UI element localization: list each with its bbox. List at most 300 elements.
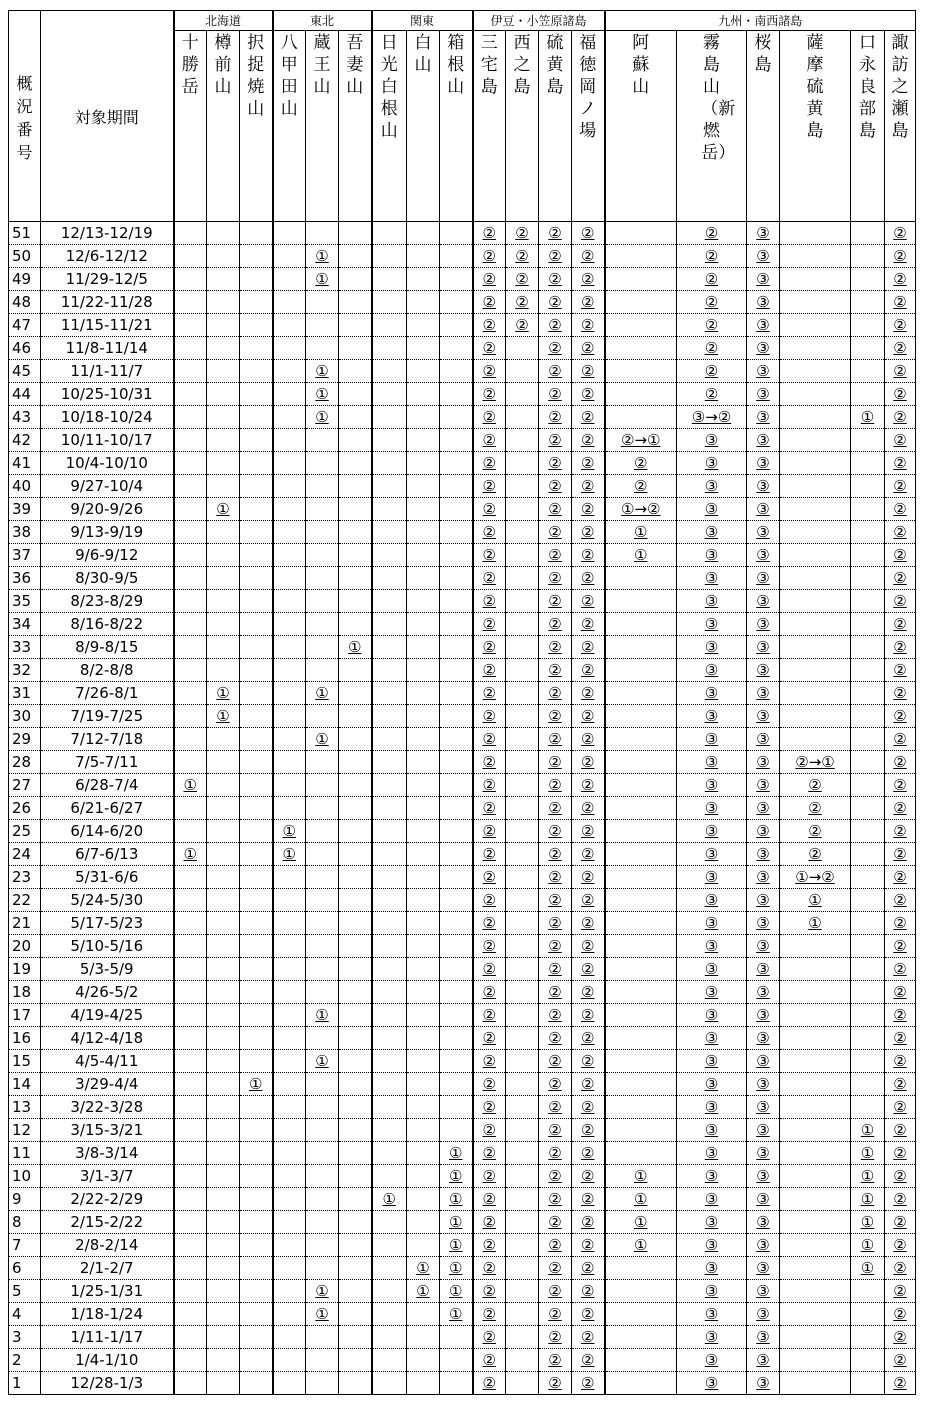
alert-level-cell (473, 958, 506, 981)
table-row (9, 245, 916, 268)
alert-level-cell (780, 314, 851, 337)
alert-level-cell (339, 1050, 372, 1073)
alert-level-cell (407, 820, 440, 843)
alert-level-cell (780, 1303, 851, 1326)
alert-level-cell (407, 1050, 440, 1073)
alert-level-cell (677, 1372, 747, 1395)
alert-level-cell (207, 843, 240, 866)
alert-level-cell (440, 498, 473, 521)
alert-level-cell (306, 498, 339, 521)
alert-level-cell (273, 245, 306, 268)
alert-level-cell (207, 1096, 240, 1119)
alert-level: ② (548, 1144, 562, 1162)
row-period: 6/7-6/13 (41, 843, 174, 866)
alert-level-cell (440, 774, 473, 797)
alert-level-cell (240, 1142, 273, 1165)
alert-level: ③ (704, 776, 719, 794)
alert-level-cell (506, 958, 539, 981)
alert-level-cell (306, 659, 339, 682)
alert-level: ③ (704, 1351, 719, 1369)
alert-level-cell (539, 866, 572, 889)
alert-level: ③ (704, 1052, 719, 1070)
alert-level-cell (240, 820, 273, 843)
alert-level-cell (885, 1280, 916, 1303)
row-period: 8/30-9/5 (41, 567, 174, 590)
alert-level-cell (506, 590, 539, 613)
alert-level-cell (174, 613, 207, 636)
alert-level-cell (677, 567, 747, 590)
alert-level-cell (306, 1326, 339, 1349)
alert-level-cell (240, 613, 273, 636)
alert-level-cell (473, 935, 506, 958)
alert-level-cell (273, 383, 306, 406)
alert-level-cell (339, 498, 372, 521)
alert-level-cell (780, 866, 851, 889)
alert-level-cell (851, 728, 885, 751)
alert-level-cell (885, 889, 916, 912)
alert-level-cell (339, 636, 372, 659)
alert-level: ③ (704, 868, 719, 886)
alert-level-cell (273, 360, 306, 383)
alert-level-cell (506, 521, 539, 544)
alert-level-cell (372, 521, 407, 544)
alert-level-cell (273, 567, 306, 590)
number-column-header: 概況番号 (9, 11, 41, 222)
alert-level: ③ (704, 937, 719, 955)
alert-level-cell (207, 1372, 240, 1395)
alert-level-cell (677, 1073, 747, 1096)
alert-level-cell (240, 567, 273, 590)
alert-level-cell (885, 843, 916, 866)
alert-level-cell (780, 521, 851, 544)
alert-level: ② (893, 1167, 907, 1185)
alert-level-cell (885, 728, 916, 751)
alert-level: ③ (704, 1075, 719, 1093)
alert-level-cell (572, 222, 605, 245)
alert-level: ② (893, 1190, 907, 1208)
alert-level: ① (634, 1213, 648, 1231)
table-row (9, 705, 916, 728)
alert-level-cell (440, 314, 473, 337)
alert-level-cell (780, 1280, 851, 1303)
alert-level-cell (473, 1280, 506, 1303)
alert-level-cell (407, 291, 440, 314)
alert-level-cell (605, 314, 677, 337)
alert-level-cell (240, 475, 273, 498)
alert-level-cell (572, 567, 605, 590)
alert-level-cell (885, 291, 916, 314)
alert-level: ② (482, 362, 496, 380)
alert-level-cell (372, 475, 407, 498)
alert-level-cell (780, 406, 851, 429)
alert-level-cell (780, 751, 851, 774)
alert-level-cell (539, 567, 572, 590)
alert-level-cell (780, 935, 851, 958)
alert-level-cell (174, 1188, 207, 1211)
alert-level-cell (572, 1142, 605, 1165)
alert-level-cell (372, 245, 407, 268)
alert-level-cell (780, 1165, 851, 1188)
row-number: 1 (9, 1372, 41, 1395)
alert-level-cell (539, 590, 572, 613)
table-row (9, 1234, 916, 1257)
alert-level-cell (174, 521, 207, 544)
alert-level-cell (372, 1303, 407, 1326)
alert-level-cell (780, 498, 851, 521)
alert-level-cell (273, 1027, 306, 1050)
alert-level-cell (747, 958, 780, 981)
alert-level-cell (440, 797, 473, 820)
alert-level-cell (372, 889, 407, 912)
alert-level-cell (240, 452, 273, 475)
alert-level-cell (605, 705, 677, 728)
alert-level-cell (240, 1234, 273, 1257)
alert-level-cell (440, 1142, 473, 1165)
alert-level: ③ (704, 684, 719, 702)
alert-level-cell (207, 1004, 240, 1027)
alert-level-cell (440, 429, 473, 452)
alert-level-cell (539, 429, 572, 452)
alert-level: ③ (756, 1144, 770, 1162)
alert-level-cell (677, 705, 747, 728)
alert-level: ③ (756, 914, 770, 932)
alert-level-cell (780, 222, 851, 245)
alert-level-cell (207, 820, 240, 843)
alert-level-cell (747, 636, 780, 659)
alert-level: ② (581, 500, 595, 518)
alert-level-cell (407, 1073, 440, 1096)
alert-level-cell (273, 728, 306, 751)
alert-level: ① (315, 247, 329, 265)
alert-level-cell (780, 613, 851, 636)
alert-level-cell (440, 1372, 473, 1395)
alert-level: ② (482, 1121, 496, 1139)
alert-level-cell (306, 1234, 339, 1257)
alert-level: ③ (756, 431, 770, 449)
alert-level-cell (339, 1211, 372, 1234)
alert-level: ② (515, 224, 529, 242)
alert-level: ② (548, 960, 562, 978)
alert-level-cell (174, 751, 207, 774)
alert-level-cell (240, 337, 273, 360)
alert-level-cell (506, 636, 539, 659)
alert-level-cell (240, 889, 273, 912)
alert-level: ① (860, 1190, 875, 1208)
alert-level-cell (851, 590, 885, 613)
alert-level-cell (885, 797, 916, 820)
alert-level: ② (893, 1213, 907, 1231)
alert-level-cell (207, 1119, 240, 1142)
alert-level-cell (273, 1119, 306, 1142)
alert-level-cell (473, 383, 506, 406)
alert-level: ③ (756, 408, 770, 426)
alert-level-cell (572, 797, 605, 820)
row-number: 10 (9, 1165, 41, 1188)
alert-level-cell (306, 383, 339, 406)
alert-level-cell (207, 1349, 240, 1372)
alert-level: ③ (756, 247, 770, 265)
alert-level: ③ (756, 1282, 770, 1300)
alert-level-cell (174, 912, 207, 935)
alert-level-cell (747, 1257, 780, 1280)
alert-level-cell (780, 337, 851, 360)
alert-level: ② (548, 1006, 562, 1024)
alert-level: ③ (756, 730, 770, 748)
alert-level-cell (473, 1096, 506, 1119)
alert-level-cell (407, 797, 440, 820)
alert-level-cell (677, 981, 747, 1004)
alert-level: ② (482, 1305, 496, 1323)
alert-level-cell (473, 889, 506, 912)
alert-level-cell (407, 981, 440, 1004)
alert-level: ② (515, 316, 529, 334)
alert-level-cell (572, 544, 605, 567)
alert-level-cell (240, 268, 273, 291)
alert-level-cell (747, 659, 780, 682)
alert-level-cell (851, 1303, 885, 1326)
alert-level: ② (581, 1144, 595, 1162)
alert-level-cell (677, 1188, 747, 1211)
alert-level-cell (473, 659, 506, 682)
alert-level-cell (605, 797, 677, 820)
volcano-header: 諏訪之瀬島 (885, 31, 916, 222)
alert-level: ② (581, 960, 595, 978)
alert-level-cell (240, 406, 273, 429)
alert-level-cell (306, 728, 339, 751)
alert-level-cell (605, 498, 677, 521)
alert-level-cell (539, 1096, 572, 1119)
alert-level-cell (747, 613, 780, 636)
alert-level-cell (851, 429, 885, 452)
alert-level: ② (548, 385, 562, 403)
row-period: 1/25-1/31 (41, 1280, 174, 1303)
alert-level: ① (315, 1006, 329, 1024)
alert-level-cell (339, 406, 372, 429)
alert-level: ③ (756, 753, 770, 771)
alert-level-cell (473, 843, 506, 866)
alert-level: ③ (756, 868, 770, 886)
alert-level-cell (174, 935, 207, 958)
alert-level-cell (539, 682, 572, 705)
alert-level-cell (885, 475, 916, 498)
alert-level-cell (240, 1188, 273, 1211)
row-number: 47 (9, 314, 41, 337)
alert-level-cell (572, 1349, 605, 1372)
alert-level-cell (605, 1280, 677, 1303)
row-number: 41 (9, 452, 41, 475)
alert-level: ③ (704, 1029, 719, 1047)
alert-level-cell (677, 958, 747, 981)
alert-level-cell (677, 728, 747, 751)
table-row (9, 590, 916, 613)
alert-level-cell (677, 751, 747, 774)
row-number: 19 (9, 958, 41, 981)
alert-level-cell (440, 521, 473, 544)
alert-level-cell (372, 1027, 407, 1050)
alert-level-cell (851, 1165, 885, 1188)
alert-level-cell (240, 360, 273, 383)
alert-level-cell (240, 797, 273, 820)
alert-level-cell (273, 636, 306, 659)
alert-level: ② (581, 914, 595, 932)
alert-level: ③ (756, 1259, 770, 1277)
alert-level-cell (407, 1372, 440, 1395)
alert-level-cell (473, 636, 506, 659)
alert-level: ② (893, 270, 907, 288)
alert-level: ② (482, 1144, 496, 1162)
row-number: 14 (9, 1073, 41, 1096)
alert-level: ② (482, 385, 496, 403)
alert-level: ① (315, 1052, 329, 1070)
alert-level-cell (473, 981, 506, 1004)
alert-level-cell (339, 291, 372, 314)
alert-level-cell (780, 705, 851, 728)
alert-level: ③ (704, 1213, 719, 1231)
alert-level-cell (506, 912, 539, 935)
alert-level-cell (747, 1027, 780, 1050)
alert-level-cell (780, 567, 851, 590)
alert-level: ② (482, 316, 496, 334)
alert-level-cell (473, 1372, 506, 1395)
alert-level-cell (440, 751, 473, 774)
alert-level-cell (174, 1165, 207, 1188)
alert-level: ③ (704, 753, 719, 771)
alert-level-cell (473, 498, 506, 521)
alert-level-cell (677, 360, 747, 383)
alert-level: ③ (756, 1213, 770, 1231)
alert-level-cell (372, 1073, 407, 1096)
alert-level-cell (747, 544, 780, 567)
alert-level-cell (677, 590, 747, 613)
alert-level-cell (473, 337, 506, 360)
alert-level-cell (677, 889, 747, 912)
alert-level: ② (581, 1259, 595, 1277)
alert-level-cell (440, 820, 473, 843)
alert-level-cell (605, 889, 677, 912)
alert-level: ② (482, 661, 496, 679)
alert-level-cell (407, 544, 440, 567)
alert-level: ② (581, 1374, 595, 1392)
alert-level-cell (506, 1349, 539, 1372)
alert-level: ② (581, 1052, 595, 1070)
row-number: 34 (9, 613, 41, 636)
alert-level-cell (207, 590, 240, 613)
alert-level: ② (581, 454, 595, 472)
alert-level-cell (306, 751, 339, 774)
alert-level: ③ (704, 1121, 719, 1139)
alert-level-cell (372, 636, 407, 659)
alert-level-cell (506, 935, 539, 958)
alert-level-cell (273, 1004, 306, 1027)
alert-level: ② (581, 385, 595, 403)
alert-level-cell (539, 797, 572, 820)
alert-level-cell (506, 360, 539, 383)
alert-level-cell (240, 314, 273, 337)
alert-level-cell (473, 314, 506, 337)
alert-level-cell (440, 659, 473, 682)
alert-level: ② (482, 224, 496, 242)
alert-level: ② (893, 1006, 907, 1024)
alert-level: ② (893, 316, 907, 334)
alert-level: ① (634, 1190, 648, 1208)
row-period: 6/28-7/4 (41, 774, 174, 797)
row-number: 25 (9, 820, 41, 843)
alert-level-cell (306, 912, 339, 935)
alert-level-cell (780, 1188, 851, 1211)
alert-level-cell (747, 1349, 780, 1372)
alert-level: ② (581, 615, 595, 633)
alert-level-cell (207, 1326, 240, 1349)
alert-level-cell (372, 705, 407, 728)
alert-level-cell (747, 268, 780, 291)
alert-level-cell (677, 797, 747, 820)
alert-level-cell (572, 314, 605, 337)
alert-level-cell (572, 452, 605, 475)
alert-level-cell (407, 429, 440, 452)
alert-level: ② (581, 845, 595, 863)
row-number: 21 (9, 912, 41, 935)
alert-level-cell (372, 544, 407, 567)
row-period: 10/4-10/10 (41, 452, 174, 475)
alert-level-cell (440, 1326, 473, 1349)
alert-level-cell (240, 222, 273, 245)
alert-level: ③ (704, 523, 719, 541)
row-period: 3/1-3/7 (41, 1165, 174, 1188)
alert-level: ② (581, 592, 595, 610)
alert-level-cell (306, 475, 339, 498)
row-number: 29 (9, 728, 41, 751)
alert-level: ③ (704, 1328, 719, 1346)
alert-level-cell (339, 1303, 372, 1326)
alert-level: ② (581, 270, 595, 288)
alert-level: ③ (756, 362, 770, 380)
alert-level: ② (893, 1075, 907, 1093)
alert-level-cell (273, 797, 306, 820)
alert-level-cell (372, 1211, 407, 1234)
region-hokkaido: 北海道 (174, 11, 273, 31)
alert-level-cell (407, 935, 440, 958)
alert-level-cell (780, 245, 851, 268)
alert-level: ② (704, 385, 719, 403)
alert-level-cell (372, 820, 407, 843)
alert-level-cell (473, 222, 506, 245)
alert-level-cell (572, 935, 605, 958)
alert-level-cell (339, 728, 372, 751)
alert-level-cell (473, 452, 506, 475)
alert-level-cell (677, 268, 747, 291)
table-row (9, 981, 916, 1004)
alert-level-cell (473, 613, 506, 636)
alert-level: ② (548, 523, 562, 541)
alert-level-cell (407, 1165, 440, 1188)
alert-level-cell (372, 682, 407, 705)
alert-level: ③ (704, 1282, 719, 1300)
alert-level: ② (893, 1259, 907, 1277)
alert-level: ① (348, 638, 362, 656)
alert-level: ② (581, 891, 595, 909)
alert-level: ③ (756, 1098, 770, 1116)
alert-level: ③ (756, 523, 770, 541)
alert-level-cell (407, 1119, 440, 1142)
alert-level-cell (780, 590, 851, 613)
alert-level-cell (407, 774, 440, 797)
alert-level-cell (747, 475, 780, 498)
alert-level-cell (506, 1257, 539, 1280)
alert-level: ② (808, 845, 822, 863)
alert-level-cell (885, 383, 916, 406)
alert-level: ③ (756, 661, 770, 679)
row-period: 8/9-8/15 (41, 636, 174, 659)
